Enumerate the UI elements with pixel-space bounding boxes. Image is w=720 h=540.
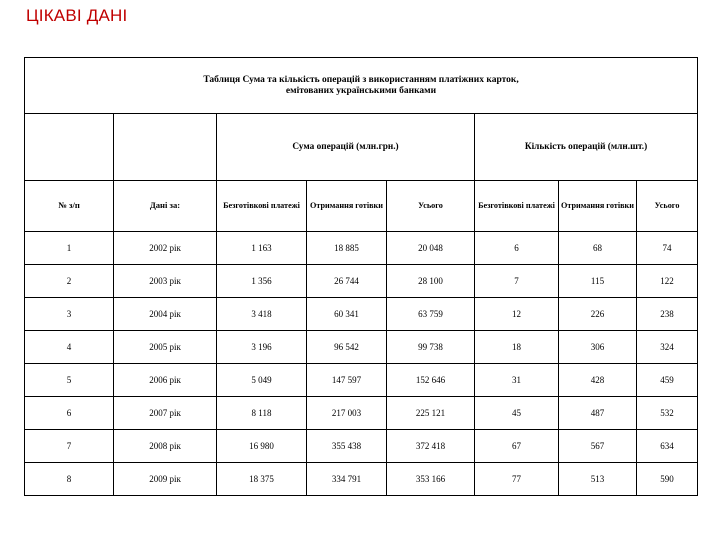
cell-sum-total: 20 048 — [387, 232, 475, 265]
column-header-count-cash: Отримання готівки — [559, 181, 637, 232]
column-header-sum-cash: Отримання готівки — [307, 181, 387, 232]
cell-count-cashless: 18 — [475, 331, 559, 364]
cell-count-cashless: 7 — [475, 265, 559, 298]
cell-sum-total: 28 100 — [387, 265, 475, 298]
table-row — [25, 430, 698, 463]
cell-period: 2003 рік — [114, 265, 217, 298]
cell-count-cashless: 77 — [475, 463, 559, 496]
cell-sum-cash: 334 791 — [307, 463, 387, 496]
table-row — [25, 331, 698, 364]
cell-sum-total: 63 759 — [387, 298, 475, 331]
cell-sum-total: 372 418 — [387, 430, 475, 463]
group-header-blank-period — [114, 114, 217, 181]
cell-sum-cash: 217 003 — [307, 397, 387, 430]
table-row — [25, 397, 698, 430]
cell-sum-cash: 147 597 — [307, 364, 387, 397]
cell-count-cash: 306 — [559, 331, 637, 364]
cell-count-cash: 513 — [559, 463, 637, 496]
cell-index: 7 — [25, 430, 114, 463]
cell-sum-cashless: 8 118 — [217, 397, 307, 430]
cell-count-total: 122 — [637, 265, 698, 298]
cell-period: 2007 рік — [114, 397, 217, 430]
cell-index: 8 — [25, 463, 114, 496]
cell-count-cashless: 67 — [475, 430, 559, 463]
cell-index: 6 — [25, 397, 114, 430]
cell-sum-total: 152 646 — [387, 364, 475, 397]
cell-sum-cash: 26 744 — [307, 265, 387, 298]
cell-period: 2004 рік — [114, 298, 217, 331]
cell-count-total: 459 — [637, 364, 698, 397]
group-header-row — [25, 114, 698, 181]
cell-count-total: 634 — [637, 430, 698, 463]
column-header-index: № з/п — [25, 181, 114, 232]
cell-sum-cashless: 18 375 — [217, 463, 307, 496]
table-row — [25, 265, 698, 298]
cell-count-cashless: 12 — [475, 298, 559, 331]
cell-sum-cash: 96 542 — [307, 331, 387, 364]
group-header-blank-index — [25, 114, 114, 181]
cell-sum-cash: 60 341 — [307, 298, 387, 331]
cell-count-total: 532 — [637, 397, 698, 430]
cell-count-cash: 567 — [559, 430, 637, 463]
cell-count-cash: 68 — [559, 232, 637, 265]
caption-line-1: Таблиця Сума та кількість операцій з використанням платіжних карток, — [203, 74, 519, 85]
cell-sum-total: 353 166 — [387, 463, 475, 496]
cell-count-cashless: 45 — [475, 397, 559, 430]
cell-period: 2002 рік — [114, 232, 217, 265]
cell-count-cashless: 31 — [475, 364, 559, 397]
cell-sum-cashless: 5 049 — [217, 364, 307, 397]
data-table-container — [24, 57, 697, 496]
cell-sum-cashless: 16 980 — [217, 430, 307, 463]
table-caption — [25, 58, 698, 114]
cell-sum-cashless: 1 356 — [217, 265, 307, 298]
cell-count-total: 324 — [637, 331, 698, 364]
column-header-sum-total: Усього — [387, 181, 475, 232]
group-header-count: Кількість операцій (млн.шт.) — [475, 114, 698, 181]
cell-sum-total: 99 738 — [387, 331, 475, 364]
cell-index: 4 — [25, 331, 114, 364]
cell-index: 1 — [25, 232, 114, 265]
cell-count-cash: 226 — [559, 298, 637, 331]
cell-sum-cashless: 3 196 — [217, 331, 307, 364]
cell-sum-cashless: 3 418 — [217, 298, 307, 331]
column-header-count-total: Усього — [637, 181, 698, 232]
cell-index: 5 — [25, 364, 114, 397]
cell-sum-total: 225 121 — [387, 397, 475, 430]
table-row — [25, 364, 698, 397]
slide-title: ЦІКАВІ ДАНІ — [26, 6, 128, 25]
cell-sum-cash: 355 438 — [307, 430, 387, 463]
sub-header-row — [25, 181, 698, 232]
cell-sum-cash: 18 885 — [307, 232, 387, 265]
group-header-sum: Сума операцій (млн.грн.) — [217, 114, 475, 181]
column-header-count-cashless: Безготівкові платежі — [475, 181, 559, 232]
caption-line-2: емітованих українськими банками — [285, 85, 437, 96]
cell-period: 2006 рік — [114, 364, 217, 397]
cell-count-cashless: 6 — [475, 232, 559, 265]
column-header-period: Дані за: — [114, 181, 217, 232]
cell-period: 2005 рік — [114, 331, 217, 364]
cell-count-cash: 487 — [559, 397, 637, 430]
table-caption-row — [25, 58, 698, 114]
cell-sum-cashless: 1 163 — [217, 232, 307, 265]
cell-count-total: 74 — [637, 232, 698, 265]
table-row — [25, 298, 698, 331]
column-header-sum-cashless: Безготівкові платежі — [217, 181, 307, 232]
payment-cards-table — [24, 57, 698, 496]
table-row — [25, 463, 698, 496]
table-row — [25, 232, 698, 265]
cell-count-total: 590 — [637, 463, 698, 496]
cell-count-cash: 428 — [559, 364, 637, 397]
cell-count-cash: 115 — [559, 265, 637, 298]
cell-period: 2009 рік — [114, 463, 217, 496]
cell-index: 3 — [25, 298, 114, 331]
cell-index: 2 — [25, 265, 114, 298]
cell-period: 2008 рік — [114, 430, 217, 463]
cell-count-total: 238 — [637, 298, 698, 331]
